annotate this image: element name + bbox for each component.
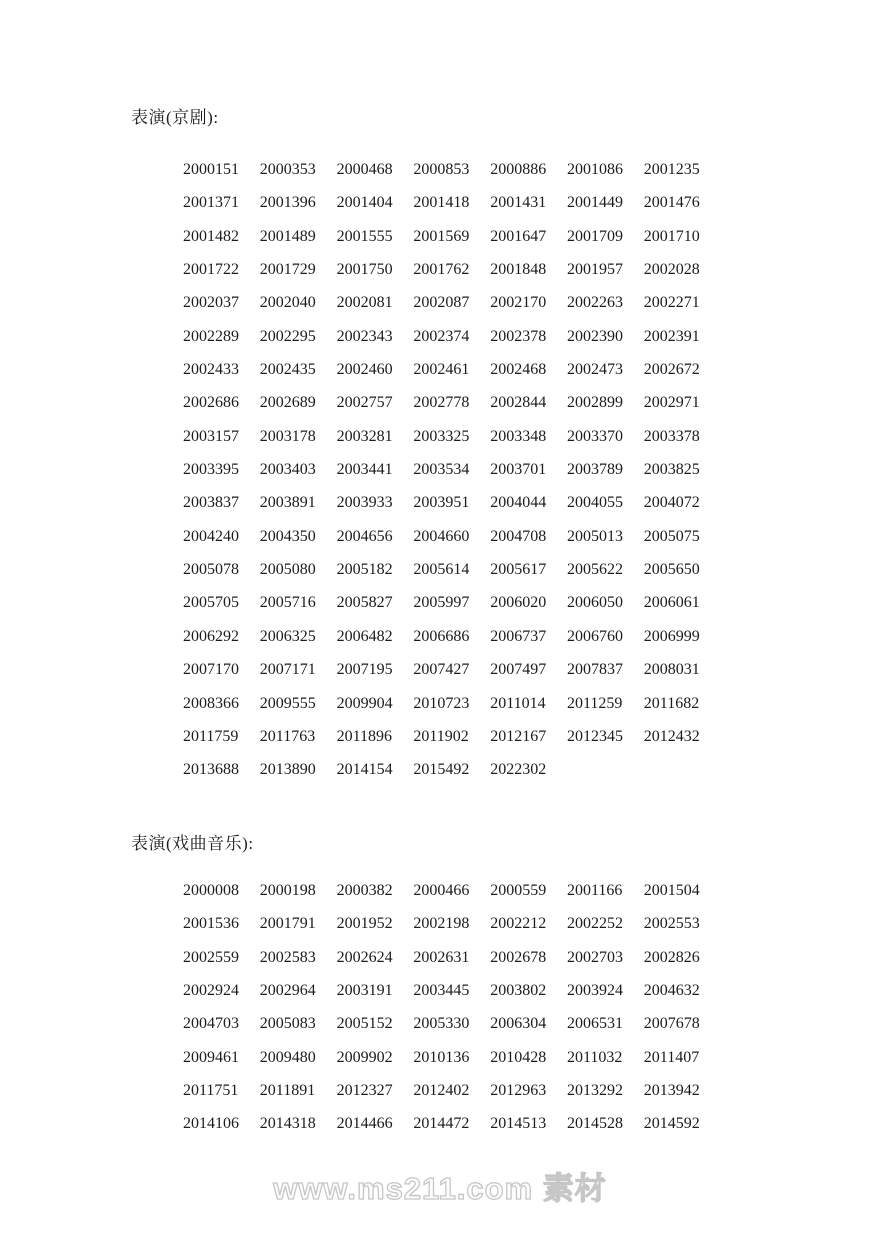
candidate-number: 2000198 bbox=[259, 882, 316, 899]
candidate-number: 2001431 bbox=[490, 194, 547, 212]
candidate-number: 2009480 bbox=[259, 1048, 316, 1066]
candidate-number: 2002757 bbox=[336, 394, 393, 412]
candidate-number: 2013688 bbox=[183, 761, 239, 779]
number-row bbox=[183, 753, 721, 786]
candidate-number: 2001396 bbox=[259, 194, 316, 212]
candidate-number: 2002583 bbox=[259, 948, 316, 966]
candidate-number: 2005614 bbox=[413, 561, 470, 579]
candidate-number: 2007837 bbox=[566, 661, 623, 679]
candidate-number: 2012432 bbox=[643, 727, 700, 745]
candidate-number: 2002631 bbox=[413, 948, 470, 966]
number-row bbox=[183, 586, 721, 619]
candidate-number: 2002343 bbox=[336, 327, 393, 345]
candidate-number: 2003441 bbox=[336, 461, 393, 479]
candidate-number: 2002271 bbox=[643, 294, 700, 312]
candidate-number: 2006020 bbox=[490, 594, 547, 612]
candidate-number: 2005078 bbox=[183, 561, 239, 579]
candidate-number: 2000151 bbox=[183, 161, 239, 178]
candidate-number: 2001482 bbox=[183, 227, 239, 245]
number-row bbox=[183, 620, 721, 653]
candidate-number: 2003837 bbox=[183, 494, 239, 512]
candidate-number: 2007195 bbox=[336, 661, 393, 679]
candidate-number: 2002461 bbox=[413, 361, 470, 379]
candidate-number: 2011259 bbox=[566, 694, 623, 712]
candidate-number: 2011751 bbox=[183, 1082, 239, 1100]
candidate-number: 2003825 bbox=[643, 461, 700, 479]
candidate-number: 2013890 bbox=[259, 761, 316, 779]
candidate-number: 2001762 bbox=[413, 261, 470, 279]
candidate-number: 2002964 bbox=[259, 982, 316, 1000]
candidate-number: 2009902 bbox=[336, 1048, 393, 1066]
candidate-number: 2005152 bbox=[336, 1015, 393, 1033]
candidate-number: 2006304 bbox=[490, 1015, 547, 1033]
candidate-number: 2012345 bbox=[566, 727, 623, 745]
candidate-number: 2001722 bbox=[183, 261, 239, 279]
number-row bbox=[183, 486, 721, 519]
number-row bbox=[183, 1074, 721, 1107]
candidate-number: 2001791 bbox=[259, 915, 316, 933]
candidate-number: 2014106 bbox=[183, 1115, 239, 1133]
number-row bbox=[183, 907, 721, 940]
candidate-number: 2002971 bbox=[643, 394, 700, 412]
number-row bbox=[183, 420, 721, 453]
candidate-number: 2004072 bbox=[643, 494, 700, 512]
candidate-number: 2006760 bbox=[566, 627, 623, 645]
candidate-number: 2003802 bbox=[490, 982, 547, 1000]
number-row bbox=[183, 253, 721, 286]
candidate-number: 2014154 bbox=[336, 761, 393, 779]
candidate-number: 2005622 bbox=[566, 561, 623, 579]
candidate-number: 2003891 bbox=[259, 494, 316, 512]
candidate-number: 2002289 bbox=[183, 327, 239, 345]
candidate-number: 2004055 bbox=[566, 494, 623, 512]
candidate-number: 2005013 bbox=[566, 527, 623, 545]
candidate-number: 2002081 bbox=[336, 294, 393, 312]
candidate-number: 2002844 bbox=[490, 394, 547, 412]
candidate-number: 2000886 bbox=[490, 161, 547, 178]
number-row bbox=[183, 874, 721, 907]
candidate-number: 2000853 bbox=[413, 161, 470, 178]
candidate-number: 2011682 bbox=[643, 694, 700, 712]
candidate-number: 2002040 bbox=[259, 294, 316, 312]
candidate-number: 2002295 bbox=[259, 327, 316, 345]
candidate-number: 2002778 bbox=[413, 394, 470, 412]
candidate-number: 2005827 bbox=[336, 594, 393, 612]
xiqu-yinyue-number-table bbox=[183, 874, 721, 1141]
candidate-number: 2002028 bbox=[643, 261, 700, 279]
candidate-number: 2002460 bbox=[336, 361, 393, 379]
candidate-number: 2003325 bbox=[413, 427, 470, 445]
number-row bbox=[183, 941, 721, 974]
candidate-number: 2004632 bbox=[643, 982, 700, 1000]
candidate-number: 2005716 bbox=[259, 594, 316, 612]
number-row bbox=[183, 720, 721, 753]
candidate-number: 2007497 bbox=[490, 661, 547, 679]
candidate-number: 2006999 bbox=[643, 627, 700, 645]
candidate-number: 2006050 bbox=[566, 594, 623, 612]
number-row bbox=[183, 687, 721, 720]
candidate-number: 2011896 bbox=[336, 727, 392, 745]
number-row bbox=[183, 186, 721, 219]
candidate-number: 2007678 bbox=[643, 1015, 700, 1033]
candidate-number: 2006292 bbox=[183, 627, 239, 645]
candidate-number: 2005083 bbox=[259, 1015, 316, 1033]
candidate-number: 2011407 bbox=[643, 1048, 700, 1066]
candidate-number: 2002624 bbox=[336, 948, 393, 966]
candidate-number: 2014592 bbox=[643, 1115, 700, 1133]
candidate-number: 2000559 bbox=[490, 882, 547, 899]
number-row bbox=[183, 286, 721, 319]
candidate-number: 2005997 bbox=[413, 594, 470, 612]
candidate-number: 2002689 bbox=[259, 394, 316, 412]
candidate-number: 2002378 bbox=[490, 327, 547, 345]
candidate-number: 2001709 bbox=[566, 227, 623, 245]
candidate-number: 2001710 bbox=[643, 227, 700, 245]
candidate-number: 2008366 bbox=[183, 694, 239, 712]
candidate-number: 2002899 bbox=[566, 394, 623, 412]
candidate-number: 2005075 bbox=[643, 527, 700, 545]
candidate-number: 2011902 bbox=[413, 727, 469, 745]
candidate-number: 2003378 bbox=[643, 427, 700, 445]
number-row bbox=[183, 974, 721, 1007]
candidate-number: 2004708 bbox=[490, 527, 547, 545]
candidate-number: 2011759 bbox=[183, 727, 239, 745]
candidate-number: 2001647 bbox=[490, 227, 547, 245]
candidate-number: 2006686 bbox=[413, 627, 470, 645]
candidate-number: 2002553 bbox=[643, 915, 700, 933]
candidate-number: 2005617 bbox=[490, 561, 547, 579]
candidate-number: 2004703 bbox=[183, 1015, 239, 1033]
candidate-number: 2001952 bbox=[336, 915, 393, 933]
candidate-number: 2002435 bbox=[259, 361, 316, 379]
candidate-number: 2001555 bbox=[336, 227, 393, 245]
number-row bbox=[183, 1107, 721, 1140]
candidate-number: 2011891 bbox=[259, 1082, 316, 1100]
candidate-number: 2002037 bbox=[183, 294, 239, 312]
candidate-number: 2014513 bbox=[490, 1115, 547, 1133]
candidate-number: 2008031 bbox=[643, 661, 700, 679]
candidate-number: 2003403 bbox=[259, 461, 316, 479]
candidate-number: 2007427 bbox=[413, 661, 470, 679]
candidate-number: 2012963 bbox=[490, 1082, 547, 1100]
candidate-number: 2001729 bbox=[259, 261, 316, 279]
candidate-number: 2002390 bbox=[566, 327, 623, 345]
candidate-number: 2004044 bbox=[490, 494, 547, 512]
candidate-number: 2001371 bbox=[183, 194, 239, 212]
candidate-number: 2002924 bbox=[183, 982, 239, 1000]
candidate-number: 2004660 bbox=[413, 527, 470, 545]
candidate-number: 2014318 bbox=[259, 1115, 316, 1133]
candidate-number: 2003348 bbox=[490, 427, 547, 445]
candidate-number: 2004240 bbox=[183, 527, 239, 545]
candidate-number: 2002678 bbox=[490, 948, 547, 966]
section-title-xiqu-yinyue: 表演(戏曲音乐): bbox=[131, 834, 254, 853]
candidate-number: 2002374 bbox=[413, 327, 470, 345]
candidate-number: 2001166 bbox=[566, 882, 623, 899]
candidate-number: 2003281 bbox=[336, 427, 393, 445]
candidate-number: 2001569 bbox=[413, 227, 470, 245]
candidate-number: 2003445 bbox=[413, 982, 470, 1000]
candidate-number: 2003924 bbox=[566, 982, 623, 1000]
candidate-number: 2015492 bbox=[413, 761, 470, 779]
candidate-number: 2002391 bbox=[643, 327, 700, 345]
candidate-number: 2010136 bbox=[413, 1048, 470, 1066]
candidate-number: 2000466 bbox=[413, 882, 470, 899]
candidate-number: 2002559 bbox=[183, 948, 239, 966]
candidate-number: 2009555 bbox=[259, 694, 316, 712]
candidate-number: 2013942 bbox=[643, 1082, 700, 1100]
candidate-number: 2011032 bbox=[566, 1048, 623, 1066]
candidate-number: 2002087 bbox=[413, 294, 470, 312]
candidate-number: 2012327 bbox=[336, 1082, 393, 1100]
candidate-number: 2001536 bbox=[183, 915, 239, 933]
candidate-number: 2003157 bbox=[183, 427, 239, 445]
candidate-number: 2001848 bbox=[490, 261, 547, 279]
candidate-number: 2022302 bbox=[490, 761, 547, 779]
number-row bbox=[183, 353, 721, 386]
candidate-number: 2001086 bbox=[566, 161, 623, 178]
candidate-number: 2009461 bbox=[183, 1048, 239, 1066]
candidate-number: 2001750 bbox=[336, 261, 393, 279]
candidate-number: 2007170 bbox=[183, 661, 239, 679]
candidate-number: 2005330 bbox=[413, 1015, 470, 1033]
candidate-number: 2011763 bbox=[259, 727, 316, 745]
candidate-number: 2005705 bbox=[183, 594, 239, 612]
candidate-number: 2000468 bbox=[336, 161, 393, 178]
candidate-number: 2006737 bbox=[490, 627, 547, 645]
candidate-number: 2001476 bbox=[643, 194, 700, 212]
candidate-number: 2001235 bbox=[643, 161, 700, 178]
candidate-number: 2000382 bbox=[336, 882, 393, 899]
candidate-number: 2003178 bbox=[259, 427, 316, 445]
candidate-number: 2002170 bbox=[490, 294, 547, 312]
number-row bbox=[183, 653, 721, 686]
candidate-number: 2005080 bbox=[259, 561, 316, 579]
candidate-number: 2007171 bbox=[259, 661, 316, 679]
candidate-number: 2005182 bbox=[336, 561, 393, 579]
candidate-number: 2004350 bbox=[259, 527, 316, 545]
candidate-number: 2003395 bbox=[183, 461, 239, 479]
candidate-number: 2013292 bbox=[566, 1082, 623, 1100]
candidate-number: 2002263 bbox=[566, 294, 623, 312]
number-row bbox=[183, 1007, 721, 1040]
candidate-number: 2001504 bbox=[643, 882, 700, 899]
candidate-number: 2003951 bbox=[413, 494, 470, 512]
candidate-number: 2004656 bbox=[336, 527, 393, 545]
number-row bbox=[183, 386, 721, 419]
candidate-number: 2011014 bbox=[490, 694, 546, 712]
candidate-number: 2002433 bbox=[183, 361, 239, 379]
candidate-number: 2006531 bbox=[566, 1015, 623, 1033]
candidate-number: 2002468 bbox=[490, 361, 547, 379]
number-row bbox=[183, 1041, 721, 1074]
candidate-number: 2001489 bbox=[259, 227, 316, 245]
candidate-number: 2001404 bbox=[336, 194, 393, 212]
candidate-number: 2006482 bbox=[336, 627, 393, 645]
candidate-number: 2009904 bbox=[336, 694, 393, 712]
number-row bbox=[183, 220, 721, 253]
candidate-number: 2003789 bbox=[566, 461, 623, 479]
candidate-number: 2014528 bbox=[566, 1115, 623, 1133]
number-row bbox=[183, 453, 721, 486]
candidate-number: 2002473 bbox=[566, 361, 623, 379]
candidate-number: 2014472 bbox=[413, 1115, 470, 1133]
candidate-number: 2002198 bbox=[413, 915, 470, 933]
candidate-number: 2003370 bbox=[566, 427, 623, 445]
number-row bbox=[183, 320, 721, 353]
candidate-number: 2003534 bbox=[413, 461, 470, 479]
candidate-number: 2002212 bbox=[490, 915, 547, 933]
candidate-number: 2014466 bbox=[336, 1115, 393, 1133]
candidate-number: 2002686 bbox=[183, 394, 239, 412]
candidate-number: 2002252 bbox=[566, 915, 623, 933]
candidate-number: 2003191 bbox=[336, 982, 393, 1000]
candidate-number: 2001418 bbox=[413, 194, 470, 212]
jingju-number-table bbox=[183, 153, 721, 787]
candidate-number: 2010723 bbox=[413, 694, 470, 712]
candidate-number: 2003701 bbox=[490, 461, 547, 479]
candidate-number: 2002826 bbox=[643, 948, 700, 966]
number-row bbox=[183, 153, 721, 186]
section-title-jingju: 表演(京剧): bbox=[131, 108, 219, 127]
candidate-number: 2000008 bbox=[183, 882, 239, 899]
number-row bbox=[183, 520, 721, 553]
candidate-number: 2001449 bbox=[566, 194, 623, 212]
candidate-number: 2003933 bbox=[336, 494, 393, 512]
candidate-number: 2010428 bbox=[490, 1048, 547, 1066]
candidate-number: 2001957 bbox=[566, 261, 623, 279]
candidate-number: 2006325 bbox=[259, 627, 316, 645]
candidate-number: 2000353 bbox=[259, 161, 316, 178]
candidate-number: 2012402 bbox=[413, 1082, 470, 1100]
candidate-number: 2012167 bbox=[490, 727, 547, 745]
candidate-number: 2006061 bbox=[643, 594, 700, 612]
candidate-number: 2002672 bbox=[643, 361, 700, 379]
watermark: www.ms211.com 素材 bbox=[273, 1171, 607, 1206]
candidate-number: 2005650 bbox=[643, 561, 700, 579]
candidate-number: 2002703 bbox=[566, 948, 623, 966]
number-row bbox=[183, 553, 721, 586]
